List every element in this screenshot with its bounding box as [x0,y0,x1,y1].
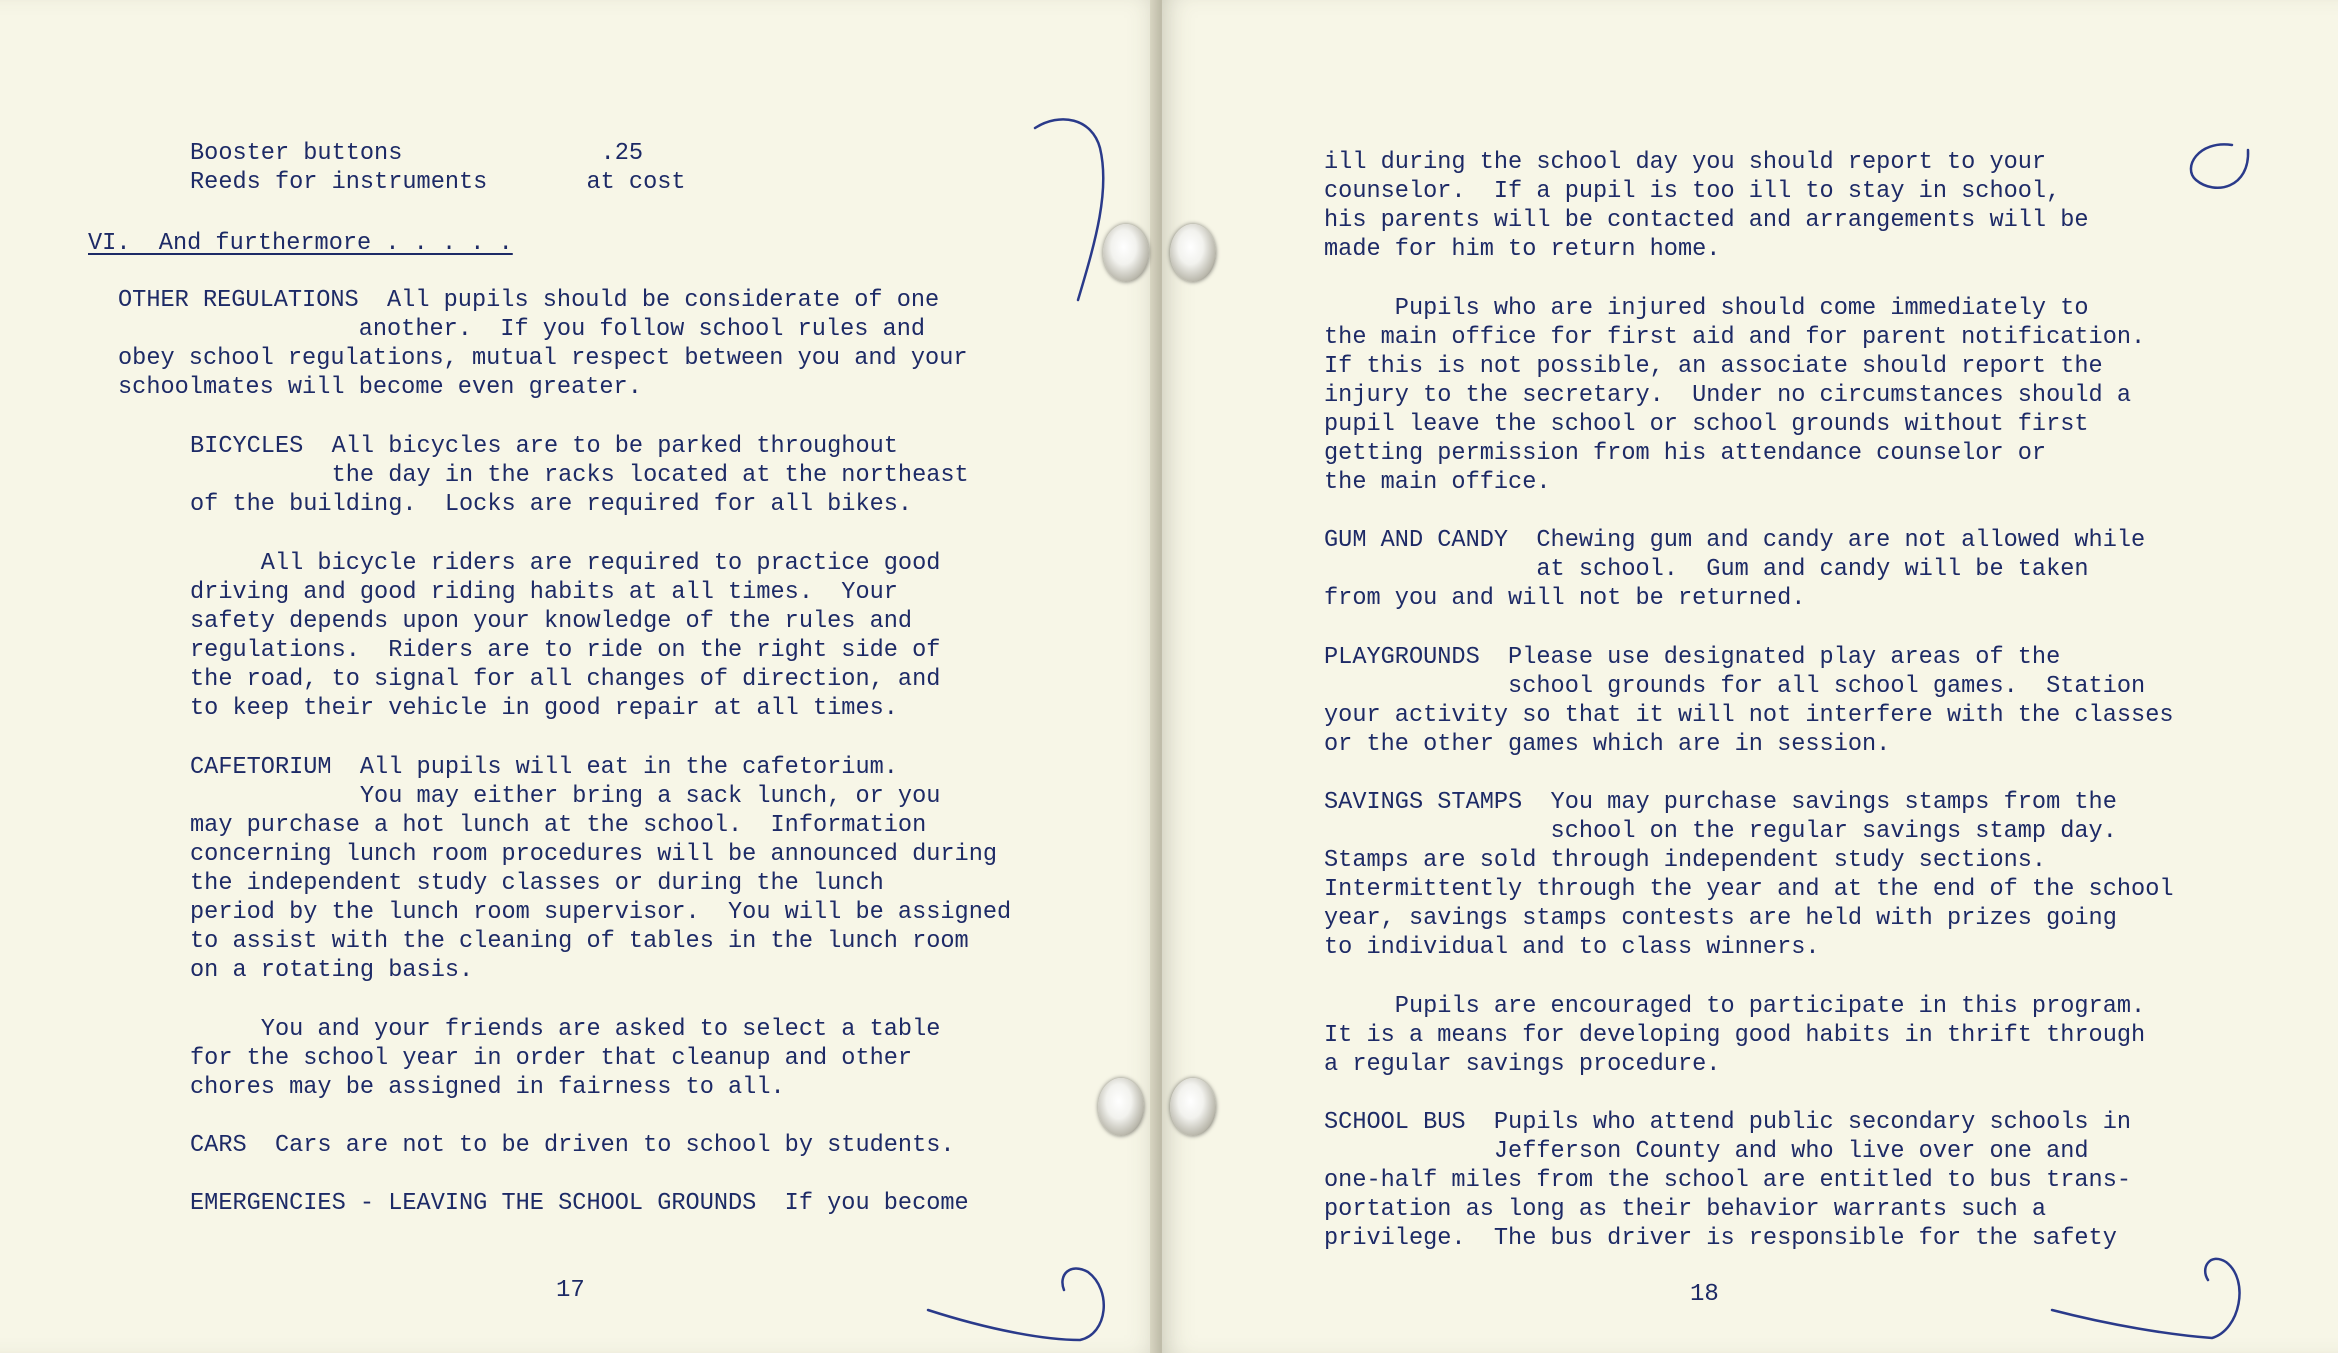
text-line: the independent study classes or during the lunch [190,870,884,897]
text-line: If this is not possible, an associate should report the [1324,353,2103,380]
text-line: for the school year in order that cleanup and other [190,1045,913,1072]
left-page [0,0,1160,1353]
text-line: may purchase a hot lunch at the school. Information [190,812,927,839]
text-line: safety depends upon your knowledge of the rules and [190,608,913,635]
text-line: his parents will be contacted and arrangements will be [1324,207,2089,234]
text-line: from you and will not be returned. [1324,585,1806,612]
text-line: All bicycle riders are required to practice good [190,550,941,577]
section-heading: VI. And furthermore . . . . . [88,230,513,257]
text-line: a regular savings procedure. [1324,1051,1721,1078]
text-line: SAVINGS STAMPS You may purchase savings stamps from the [1324,789,2117,816]
text-line: CARS Cars are not to be driven to school by students. [190,1132,955,1159]
text-line: your activity so that it will not interfere with the classes [1324,702,2174,729]
text-line: driving and good riding habits at all times. Your [190,579,898,606]
text-line: PLAYGROUNDS Please use designated play areas of the [1324,644,2061,671]
text-line: to keep their vehicle in good repair at all times. [190,695,898,722]
text-line: It is a means for developing good habits in thrift through [1324,1022,2146,1049]
text-line: ill during the school day you should report to your [1324,149,2047,176]
text-line: getting permission from his attendance counselor or [1324,440,2047,467]
binder-hole [1170,224,1216,282]
text-line: another. If you follow school rules and [118,316,926,343]
text-line: the day in the racks located at the northeast [190,462,969,489]
text-line: OTHER REGULATIONS All pupils should be considerate of one [118,287,940,314]
page-number: 18 [1690,1281,1719,1308]
text-line: of the building. Locks are required for all bikes. [190,491,913,518]
text-line: privilege. The bus driver is responsible for the safety [1324,1225,2117,1252]
text-line: made for him to return home. [1324,236,1721,263]
text-line: to assist with the cleaning of tables in the lunch room [190,928,969,955]
text-line: CAFETORIUM All pupils will eat in the cafetorium. [190,754,898,781]
text-line: school grounds for all school games. Station [1324,673,2146,700]
binder-hole [1170,1078,1216,1136]
text-line: or the other games which are in session. [1324,731,1891,758]
text-line: You and your friends are asked to select a table [190,1016,941,1043]
text-line: Jefferson County and who live over one and [1324,1138,2089,1165]
text-line: on a rotating basis. [190,957,474,984]
text-line: the road, to signal for all changes of direction, and [190,666,941,693]
text-line: regulations. Riders are to ride on the right side of [190,637,941,664]
binder-hole [1103,224,1149,282]
text-line: year, savings stamps contests are held with prizes going [1324,905,2117,932]
text-line: period by the lunch room supervisor. You will be assigned [190,899,1012,926]
text-line: at school. Gum and candy will be taken [1324,556,2089,583]
price-line-booster: Booster buttons .25 [190,140,644,167]
right-page [1162,0,2338,1353]
text-line: concerning lunch room procedures will be announced during [190,841,998,868]
binder-hole [1098,1078,1144,1136]
text-line: portation as long as their behavior warrants such a [1324,1196,2047,1223]
text-line: GUM AND CANDY Chewing gum and candy are not allowed while [1324,527,2146,554]
text-line: to individual and to class winners. [1324,934,1820,961]
text-line: the main office for first aid and for parent notification. [1324,324,2146,351]
text-line: pupil leave the school or school grounds without first [1324,411,2089,438]
text-line: Intermittently through the year and at the end of the school [1324,876,2174,903]
text-line: one-half miles from the school are entitled to bus trans- [1324,1167,2132,1194]
text-line: school on the regular savings stamp day. [1324,818,2117,845]
text-line: counselor. If a pupil is too ill to stay in school, [1324,178,2061,205]
price-line-reeds: Reeds for instruments at cost [190,169,686,196]
text-line: the main office. [1324,469,1551,496]
text-line: Stamps are sold through independent study sections. [1324,847,2047,874]
text-line: Pupils are encouraged to participate in this program. [1324,993,2146,1020]
text-line: schoolmates will become even greater. [118,374,642,401]
text-line: SCHOOL BUS Pupils who attend public secondary schools in [1324,1109,2132,1136]
text-line: You may either bring a sack lunch, or you [190,783,941,810]
text-line: injury to the secretary. Under no circumstances should a [1324,382,2132,409]
text-line: EMERGENCIES - LEAVING THE SCHOOL GROUNDS If you become [190,1190,969,1217]
text-line: chores may be assigned in fairness to all. [190,1074,785,1101]
text-line: BICYCLES All bicycles are to be parked throughout [190,433,898,460]
text-line: obey school regulations, mutual respect between you and your [118,345,968,372]
text-line: Pupils who are injured should come immediately to [1324,295,2089,322]
page-number: 17 [556,1277,585,1304]
